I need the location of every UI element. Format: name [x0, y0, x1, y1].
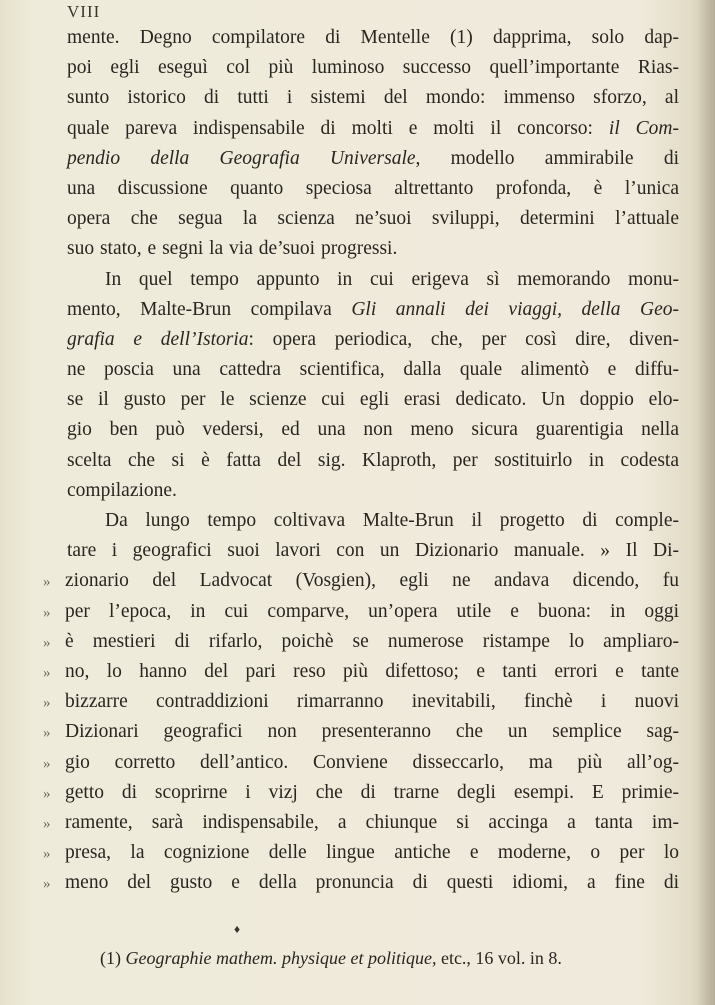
text-line: [67, 174, 679, 204]
text-run: etc., 16 vol. in 8.: [436, 948, 562, 968]
text-line: [67, 325, 679, 355]
quote-mark: »: [43, 664, 51, 681]
text-line: [67, 265, 679, 295]
quote-mark: »: [43, 876, 51, 893]
text-line: [43, 566, 679, 596]
text-run: suo stato, e segni la via de’suoi progressi.: [67, 238, 398, 260]
text-line: [67, 23, 679, 53]
quote-mark: »: [43, 634, 51, 651]
text-line: [43, 808, 679, 838]
text-run: è mestieri di rifarlo, poichè se numerose ristampe lo ampliaro-: [65, 630, 679, 652]
text-line: [43, 748, 679, 778]
text-run: presa, la cognizione delle lingue antiche e moderne, o per lo: [65, 842, 679, 864]
text-run: quale pareva indispensabile di molti e molti il concorso:: [67, 117, 609, 139]
text-run: sunto istorico di tutti i sistemi del mondo: immenso sforzo, al: [67, 87, 679, 109]
italic-text: grafia e dell’Istoria: [67, 328, 249, 350]
page-edge-shadow: [697, 0, 715, 1005]
text-run: getto di scoprirne i vizj che di trarne degli esempi. E primie-: [65, 781, 679, 803]
italic-text: Gli annali dei viaggi, della Geo-: [351, 298, 680, 320]
text-run: (1): [100, 948, 126, 968]
text-line: [43, 687, 679, 717]
quote-mark: »: [43, 846, 51, 863]
text-run: gio ben può vedersi, ed una non meno sicura guarentigia nella: [67, 419, 679, 441]
text-line: [67, 536, 679, 566]
text-run: gio corretto dell’antico. Conviene disseccarlo, ma più all’og-: [65, 751, 679, 773]
body-text: [43, 23, 680, 898]
italic-text: pendio della Geografia Universale: [67, 147, 416, 169]
text-run: scelta che si è fatta del sig. Klaproth, per sostituirlo in codesta: [67, 449, 679, 471]
text-run: no, lo hanno del pari reso più difettoso; e tanti errori e tante: [65, 660, 679, 682]
text-line: [67, 53, 679, 83]
text-line: [67, 83, 679, 113]
text-run: bizzarre contraddizioni rimarranno inevitabili, finchè i nuovi: [65, 691, 679, 713]
text-line: [43, 868, 679, 898]
text-line: [67, 144, 679, 174]
text-run: per l’epoca, in cui comparve, un’opera utile e buona: in oggi: [65, 600, 679, 622]
text-line: [67, 415, 679, 445]
text-run: se il gusto per le scienze cui egli erasi dedicato. Un doppio elo-: [67, 389, 679, 411]
text-run: ne poscia una cattedra scientifica, dalla quale alimentò e diffu-: [67, 359, 679, 381]
italic-text: Geographie mathem. physique et politique,: [125, 948, 437, 968]
text-line: [43, 838, 679, 868]
text-run: : opera periodica, che, per così dire, diven-: [248, 328, 679, 350]
quote-mark: »: [43, 574, 51, 591]
footnote: [100, 946, 676, 970]
page-number: VIII: [67, 2, 101, 21]
text-run: ramente, sarà indispensabile, a chiunque si accinga a tanta im-: [65, 811, 679, 833]
text-line: [67, 114, 679, 144]
text-run: In quel tempo appunto in cui erigeva sì memorando monu-: [105, 268, 679, 290]
text-run: compilazione.: [67, 479, 177, 501]
text-run: una discussione quanto speciosa altrettanto profonda, è l’unica: [67, 177, 679, 199]
text-line: [67, 295, 679, 325]
text-run: , modello ammirabile di: [415, 147, 679, 169]
text-line: [43, 778, 679, 808]
text-line: [43, 627, 679, 657]
text-line: [43, 597, 679, 627]
text-line: [67, 385, 679, 415]
text-run: zionario del Ladvocat (Vosgien), egli ne andava dicendo, fu: [65, 570, 679, 592]
text-line: [43, 717, 679, 747]
text-run: opera che segua la scienza ne’suoi sviluppi, determini l’attuale: [67, 208, 679, 230]
ornament-mark: ♦: [234, 922, 241, 936]
text-line: [67, 204, 679, 234]
text-line: [67, 446, 679, 476]
text-run: poi egli eseguì col più luminoso successo quell’importante Rias-: [67, 57, 679, 79]
quote-mark: »: [43, 604, 51, 621]
text-run: meno del gusto e della pronuncia di questi idiomi, a fine di: [65, 872, 679, 894]
text-line: [67, 234, 679, 264]
text-line: [67, 476, 679, 506]
quote-mark: »: [43, 785, 51, 802]
quote-mark: »: [43, 815, 51, 832]
text-run: Dizionari geografici non presenteranno che un semplice sag-: [65, 721, 679, 743]
quote-mark: »: [43, 725, 51, 742]
text-run: Da lungo tempo coltivava Malte-Brun il progetto di comple-: [105, 510, 679, 531]
quote-mark: »: [43, 695, 51, 712]
text-line: [67, 506, 679, 536]
text-run: mente. Degno compilatore di Mentelle (1) dapprima, solo dap-: [67, 27, 679, 48]
text-run: tare i geografici suoi lavori con un Dizionario manuale. » Il Di-: [67, 540, 679, 562]
italic-text: il Com-: [608, 117, 680, 139]
text-run: mento, Malte-Brun compilava: [67, 298, 352, 320]
text-line: [43, 657, 679, 687]
quote-mark: »: [43, 755, 51, 772]
text-line: [67, 355, 679, 385]
